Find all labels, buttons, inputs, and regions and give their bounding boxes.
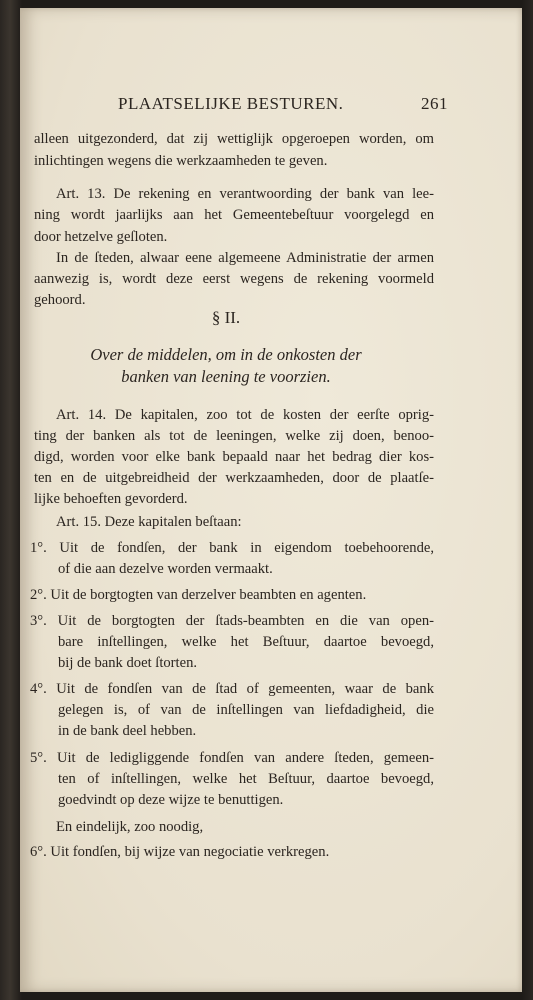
- text-line: gehoord.: [34, 292, 86, 308]
- text-line: ning wordt jaarlijks aan het Gemeentebeſtuur voorgelegd en: [34, 207, 434, 223]
- section-mark: § II.: [211, 308, 241, 327]
- list-item: 2°. Uit de borgtogten van derzelver beambten en agenten.: [30, 587, 367, 603]
- text-line: alleen uitgezonderd, dat zij wettiglijk opgeroepen worden, om: [34, 131, 434, 147]
- list-item: 6°. Uit fondſen, bij wijze van negociatie verkregen.: [30, 844, 330, 860]
- text-line: aanwezig is, wordt deze eerst wegens de rekening voormeld: [34, 271, 434, 287]
- text-line: ting der banken als tot de leeningen, welke zij doen, benoo-: [34, 428, 434, 444]
- text-line: inlichtingen wegens die werkzaamheden te geven.: [34, 153, 328, 169]
- text-line: digd, worden voor elke bank bepaald naar het bedrag dier kos-: [34, 449, 434, 465]
- text-line: Art. 13. De rekening en verantwoording der bank van lee-: [56, 186, 434, 202]
- running-head: PLAATSELIJKE BESTUREN.: [118, 94, 344, 113]
- section-heading: Over de middelen, om in de onkosten der: [90, 345, 362, 364]
- list-item: 3°. Uit de borgtogten der ſtads-beambten en die van open-: [30, 613, 434, 629]
- list-item-continuation: gelegen is, of van de inſtellingen van liefdadigheid, die: [58, 702, 434, 718]
- text-line: Art. 15. Deze kapitalen beſtaan:: [56, 514, 242, 530]
- text-line: ten en de uitgebreidheid der werkzaamheden, door de plaatſe-: [34, 470, 434, 486]
- list-item-continuation: bare inſtellingen, welke het Beſtuur, daartoe bevoegd,: [58, 634, 434, 650]
- list-item-continuation: bij de bank doet ſtorten.: [58, 655, 198, 671]
- list-item: 5°. Uit de ledigliggende fondſen van andere ſteden, gemeen-: [30, 750, 434, 766]
- text-line: lijke behoeften gevorderd.: [34, 491, 188, 507]
- text-line: Art. 14. De kapitalen, zoo tot de kosten der eerſte oprig-: [56, 407, 434, 423]
- text-block: [20, 8, 522, 992]
- page-number: 261: [421, 94, 448, 113]
- text-line: door hetzelve geſloten.: [34, 229, 168, 245]
- section-heading: banken van leening te voorzien.: [121, 367, 331, 386]
- list-item-continuation: in de bank deel hebben.: [58, 723, 197, 739]
- list-item-continuation: goedvindt op deze wijze te benuttigen.: [58, 792, 284, 808]
- text-line: En eindelijk, zoo noodig,: [56, 819, 204, 835]
- list-item: 1°. Uit de fondſen, der bank in eigendom toebehoorende,: [30, 540, 434, 556]
- book-page: [20, 8, 522, 992]
- list-item-continuation: ten of inſtellingen, welke het Beſtuur, daartoe bevoegd,: [58, 771, 434, 787]
- text-line: In de ſteden, alwaar eene algemeene Administratie der armen: [56, 250, 434, 266]
- list-item: 4°. Uit de fondſen van de ſtad of gemeenten, waar de bank: [30, 681, 434, 697]
- list-item-continuation: of die aan dezelve worden vermaakt.: [58, 561, 273, 577]
